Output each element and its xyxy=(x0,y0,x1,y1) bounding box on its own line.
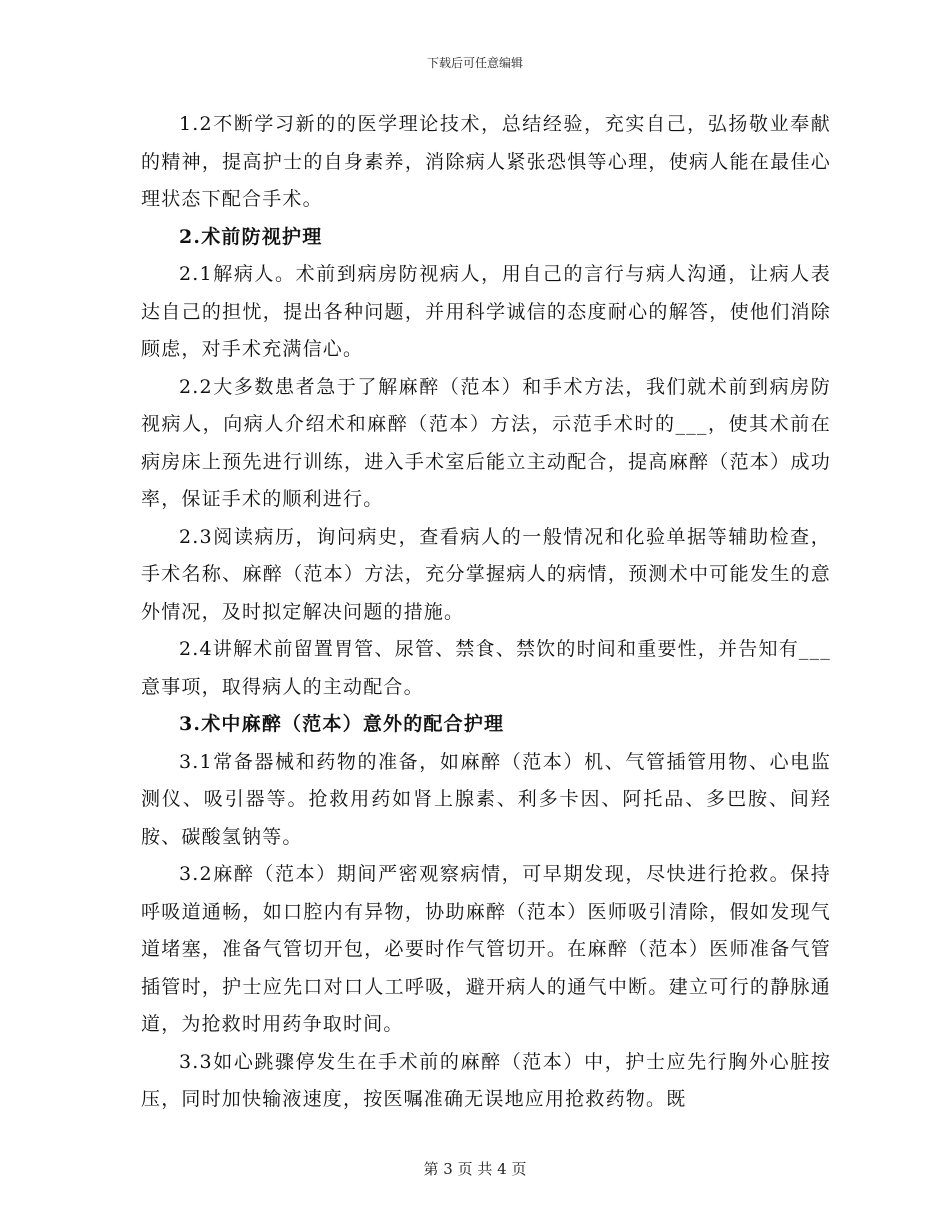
section-heading-2: 2.术前防视护理 xyxy=(179,225,323,248)
paragraph-3-1: 3.1常备器械和药物的准备，如麻醉（范本）机、气管插管用物、心电监测仪、吸引器等。抢救用药如肾上腺素、利多卡因、阿托品、多巴胺、间羟胺、碳酸氢钠等。 xyxy=(141,750,831,848)
section-heading-3: 3.术中麻醉（范本）意外的配合护理 xyxy=(179,713,505,735)
paragraph-2-4: 2.4讲解术前留置胃管、尿管、禁食、禁饮的时间和重要性，并告知有___意事项，取得病人的主动配合。 xyxy=(141,638,831,698)
paragraph-2-3: 2.3阅读病历，询问病史，查看病人的一般情况和化验单据等辅助检查，手术名称、麻醉（范本）方法，充分掌握病人的病情，预测术中可能发生的意外情况，及时拟定解决问题的措施。 xyxy=(141,525,831,623)
paragraph-3-2: 3.2麻醉（范本）期间严密观察病情，可早期发现，尽快进行抢救。保持呼吸道通畅，如口腔内有异物，协助麻醉（范本）医师吸引清除，假如发现气道堵塞，准备气管切开包，必要时作气管切开。在麻醉（范本）医师准备气管插管时，护士应先口对口人工呼吸，避开病人的通气中断。建立可行的静脉通道，为抢救时用药争取时间。 xyxy=(141,863,831,1035)
paragraph-2-1: 2.1解病人。术前到病房防视病人，用自己的言行与病人沟通，让病人表达自己的担忧，提出各种问题，并用科学诚信的态度耐心的解答，使他们消除顾虑，对手术充满信心。 xyxy=(141,263,831,360)
paragraph-2-2: 2.2大多数患者急于了解麻醉（范本）和手术方法，我们就术前到病房防视病人，向病人介绍术和麻醉（范本）方法，示范手术时的___，使其术前在病房床上预先进行训练，进入手术室后能立主动配合，提高麻醉（范本）成功率，保证手术的顺利进行。 xyxy=(141,375,831,510)
document-body xyxy=(141,106,831,1119)
page-header: 下载后可任意编辑 xyxy=(426,56,523,70)
page-footer: 第 3 页 共 4 页 xyxy=(423,1160,527,1178)
paragraph-3-3: 3.3如心跳骤停发生在手术前的麻醉（范本）中，护士应先行胸外心脏按压，同时加快输液速度，按医嘱准确无误地应用抢救药物。既 xyxy=(141,1050,831,1110)
paragraph-1-2: 1.2不断学习新的的医学理论技术，总结经验，充实自己，弘扬敬业奉献的精神，提高护士的自身素养，消除病人紧张恐惧等心理，使病人能在最佳心理状态下配合手术。 xyxy=(141,113,831,210)
